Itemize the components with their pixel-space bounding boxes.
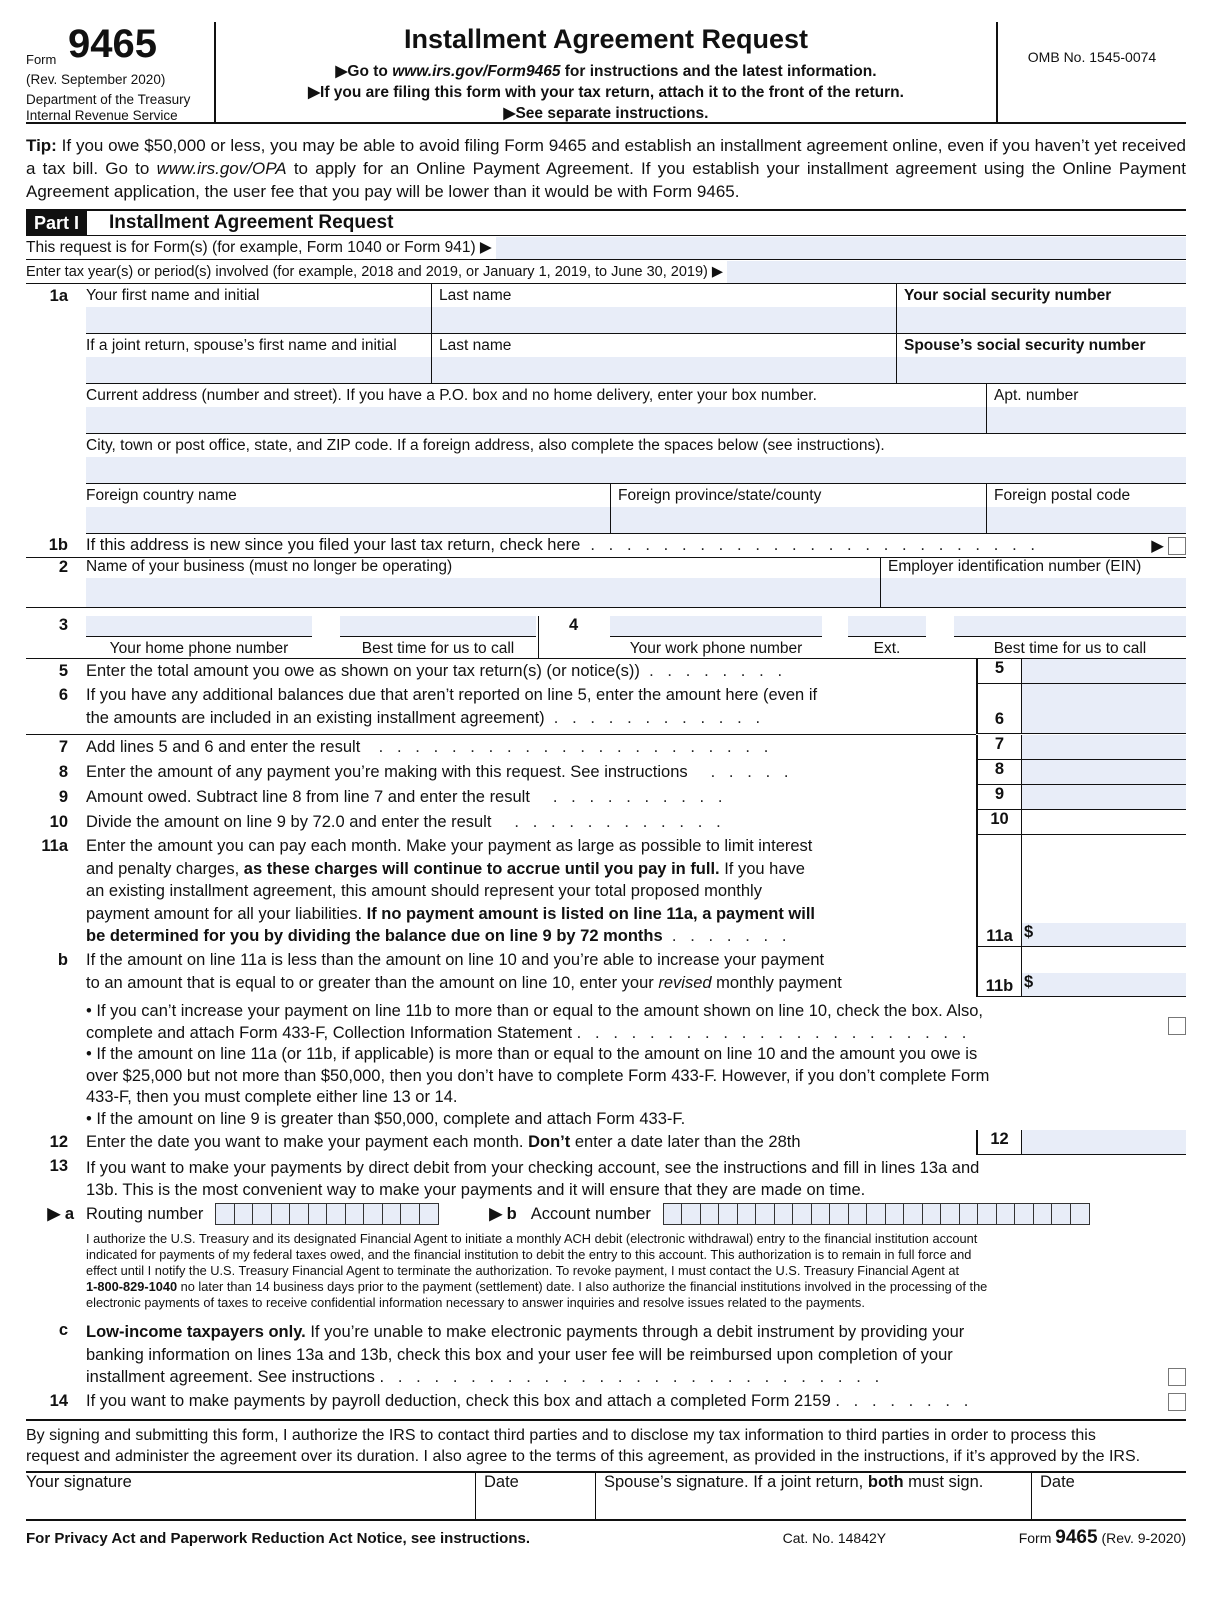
leader-dots: . . . . . (687, 763, 789, 781)
foreign-province-label: Foreign province/state/county (618, 487, 822, 504)
line-6-amount (976, 684, 1186, 734)
line-8-input[interactable] (1022, 760, 1186, 785)
line-2-row (26, 558, 1186, 608)
line-7-input[interactable] (1022, 735, 1186, 760)
line-number-blank (26, 484, 86, 534)
line-5-input[interactable] (1022, 659, 1186, 684)
cannot-increase-checkbox[interactable] (1168, 1017, 1186, 1035)
opa-link[interactable]: www.irs.gov/OPA (156, 159, 287, 178)
auth-2: indicated for payments of my federal taxes owed, and the financial institution to debit the entry to this account. This authorization is to remain in full force and (86, 1247, 972, 1262)
auth-4 (86, 1279, 1186, 1295)
line-9-amount (976, 785, 1186, 810)
line-12-text-b: Don’t (528, 1133, 571, 1151)
line-11a-t2b: as these charges will continue to accrue until you pay in full. (243, 859, 720, 878)
line-11a-text (86, 835, 976, 947)
line-13b-label: ▶ b (489, 1205, 517, 1223)
department-name: Department of the Treasury (26, 92, 191, 107)
line-6-text-1: If you have any additional balances due that aren’t reported on line 5, enter the amount here (even if (86, 686, 818, 704)
work-phone-input[interactable] (610, 616, 822, 637)
your-signature-label: Your signature (26, 1472, 132, 1491)
leader-dots: . . . . . . . . . . . . (544, 709, 761, 727)
part-title: Installment Agreement Request (109, 212, 394, 233)
line-11b-t2 (86, 972, 976, 995)
spouse-date-label: Date (1040, 1472, 1075, 1491)
line-13c-text (86, 1321, 1186, 1389)
routing-number-label: Routing number (86, 1204, 204, 1223)
amount-box-number: 11a (976, 835, 1022, 947)
spouse-signature-cell[interactable] (596, 1473, 1032, 1519)
low-income-label: Low-income taxpayers only. (86, 1323, 306, 1341)
line-7-amount (976, 735, 1186, 760)
line-10-row (26, 810, 1186, 835)
line-11a-t4b: If no payment amount is listed on line 11a, a payment will (366, 904, 815, 923)
apt-input[interactable] (987, 407, 1186, 433)
tax-years-label: Enter tax year(s) or period(s) involved (for example, 2018 and 2019, or January 1, 2019, to June 30, 2019) ▶ (26, 263, 724, 280)
home-phone-input[interactable] (86, 616, 312, 637)
service-name: Internal Revenue Service (26, 108, 178, 123)
amount-box-number: 7 (976, 735, 1022, 760)
spouse-last-cell (432, 334, 897, 383)
account-number-label: Account number (530, 1204, 651, 1223)
ext-label: Ext. (873, 640, 901, 657)
line-11a-t4 (86, 903, 970, 926)
ach-authorization (26, 1231, 1186, 1311)
tip-text-b: to apply for an Online Payment Agreement. If you establish your installment agreement using the Online Payment Agreement application, the user fee that you pay will be lower than it would be with Form 9465. (26, 159, 1186, 201)
line-6-text-2: the amounts are included in an existing installment agreement) (86, 709, 545, 727)
request-forms-row (26, 236, 1186, 260)
catalog-number: Cat. No. 14842Y (782, 1529, 887, 1546)
business-name-label: Name of your business (must no longer be operating) (86, 558, 453, 575)
line-13c-row (26, 1321, 1186, 1389)
tax-years-input[interactable] (727, 261, 1186, 283)
line-13c-3: installment agreement. See instructions . (86, 1368, 385, 1386)
leader-dots: . . . . . . . . . . . . . . . . . . . . . . (360, 738, 769, 756)
signature-row (26, 1471, 1186, 1521)
bullet-2-line-3: 433-F, then you must complete either line 13 or 14. (86, 1088, 458, 1106)
city-row (26, 434, 1186, 484)
ext-cell (848, 616, 926, 658)
request-forms-input[interactable] (496, 237, 1186, 259)
instruction-1c: for instructions and the latest information. (560, 63, 877, 80)
line-number: 1b (48, 536, 68, 554)
ssn-input[interactable] (897, 307, 1186, 333)
title-block (216, 22, 996, 122)
bullet-2-line-2: over $25,000 but not more than $50,000, then you don’t have to complete Form 433-F. However, if you don’t complete Form (86, 1066, 990, 1085)
consent-line-1: By signing and submitting this form, I authorize the IRS to contact third parties and to disclose my tax information to third parties in order to process this (26, 1426, 1096, 1444)
line-13c-1b: If you’re unable to make electronic payments through a debit instrument by providing your (305, 1323, 965, 1341)
address-row (26, 384, 1186, 434)
privacy-notice: For Privacy Act and Paperwork Reduction Act Notice, see instructions. (26, 1529, 531, 1547)
spouse-signature-label-b: both (867, 1472, 904, 1491)
line-9-row (26, 785, 1186, 810)
work-best-time-cell (954, 616, 1186, 658)
line-10-input[interactable] (1022, 810, 1186, 835)
spouse-signature-label-a: Spouse’s signature. If a joint return, (604, 1472, 868, 1491)
first-name-cell (86, 284, 432, 333)
line-8-label: Enter the amount of any payment you’re making with this request. See instructions (86, 763, 688, 781)
address-label: Current address (number and street). If you have a P.O. box and no home delivery, enter your box number. (86, 387, 817, 404)
line-5-text (86, 662, 976, 681)
auth-5: electronic payments of taxes to receive confidential information necessary to answer inquiries and resolve issues related to the payments. (86, 1295, 865, 1310)
auth-4b: no later than 14 business days prior to the payment (settlement) date. I also authorize the financial institutions involved in the processing of the (177, 1279, 988, 1294)
line-9-text (86, 788, 976, 807)
spouse-first-label: If a joint return, spouse’s first name and initial (86, 337, 397, 354)
spouse-ssn-cell (897, 334, 1186, 383)
line-11a-row (26, 835, 1186, 947)
right-triangle-icon: ▶ (335, 63, 348, 80)
line-11a-t5-row (86, 925, 970, 948)
amount-box-number: 5 (976, 659, 1022, 684)
leader-dots: . . . . . . . . . . . . (491, 813, 721, 831)
bullet-1-line-1: • If you can’t increase your payment on line 11b to more than or equal to the amount shown on line 10, check the box. Also, (86, 1002, 984, 1020)
line-13-t1: If you want to make your payments by direct debit from your checking account, see the instructions and fill in lines 13a and (86, 1159, 980, 1177)
tip-text-a: If you owe $50,000 or less, you may be able to avoid filing Form 9465 and establish an installment agreement online, even if you haven’t yet received a tax bill. Go to (26, 136, 1186, 178)
work-best-time-input[interactable] (954, 616, 1186, 637)
foreign-postal-label: Foreign postal code (994, 487, 1131, 504)
line-12-text-a: Enter the date you want to make your payment each month. (86, 1133, 529, 1151)
line-11a-field (1022, 835, 1186, 947)
consent-line-2: request and administer the agreement over its duration. I also agree to the terms of this agreement, as provided in the instructions, if it’s approved by the IRS. (26, 1447, 1141, 1465)
part-1-header (26, 209, 1186, 236)
line-8-row (26, 760, 1186, 785)
line-12-input[interactable] (1022, 1130, 1186, 1155)
auth-1: I authorize the U.S. Treasury and its designated Financial Agent to initiate a monthly ACH debit (electronic withdrawal) entry to the financial institution account (86, 1231, 978, 1246)
phone-row (26, 608, 1186, 658)
right-triangle-icon: ▶ (503, 105, 516, 122)
request-forms-label: This request is for Form(s) (for example, Form 1040 or Form 941) ▶ (26, 239, 492, 256)
line-11b-field (1022, 947, 1186, 997)
line-13a-label: ▶ a (47, 1205, 74, 1223)
line-13-text (86, 1157, 1186, 1201)
ein-label: Employer identification number (EIN) (888, 558, 1142, 575)
amount-box-number: 10 (976, 810, 1022, 835)
business-name-input[interactable] (86, 578, 880, 607)
line-6-text (86, 684, 976, 734)
form-number: 9465 (68, 22, 157, 66)
line-number-blank (26, 434, 86, 484)
line-14-row (26, 1389, 1186, 1415)
amount-box-number: 8 (976, 760, 1022, 785)
auth-phone: 1-800-829-1040 (86, 1279, 178, 1294)
address-cell (86, 384, 987, 433)
routing-number-input[interactable] (215, 1203, 439, 1225)
ein-input[interactable] (881, 578, 1186, 607)
line-12-row (26, 1130, 1186, 1155)
line-11b-t1: If the amount on line 11a is less than the amount on line 10 and you’re able to increase your payment (86, 951, 825, 969)
home-phone-cell (86, 616, 312, 658)
leader-dots: . . . . . . . . . . . . . . . . . . . . . . . . . (590, 536, 1035, 554)
line-number: 6 (58, 686, 68, 704)
line-14-label: If you want to make payments by payroll deduction, check this box and attach a completed Form 2159 . (86, 1392, 840, 1410)
amount-lines (26, 658, 1186, 997)
bullet-1-line-2-row (86, 1023, 1186, 1045)
omb-number: OMB No. 1545-0074 (996, 22, 1186, 122)
line-7-label: Add lines 5 and 6 and enter the result (86, 738, 361, 756)
line-number-blank (26, 384, 86, 434)
line-6-row (26, 684, 1186, 734)
footer-revision: (Rev. 9-2020) (1101, 1529, 1186, 1546)
form-9465 (26, 22, 1186, 1549)
line-11a-t3: an existing installment agreement, this amount should represent your total proposed monthly (86, 882, 762, 900)
line-6-input[interactable] (1022, 684, 1186, 734)
date-cell[interactable] (476, 1473, 596, 1519)
city-cell (86, 434, 1186, 484)
address-input[interactable] (86, 407, 986, 433)
department (26, 92, 190, 124)
line-number: 13 (49, 1157, 68, 1175)
line-number: 5 (58, 662, 68, 680)
apt-cell (987, 384, 1186, 433)
line-10-label: Divide the amount on line 9 by 72.0 and enter the result (86, 813, 492, 831)
line-8-amount (976, 760, 1186, 785)
line-13-t2: 13b. This is the most convenient way to make your payments and it will ensure that they are made on time. (86, 1181, 866, 1199)
foreign-province-cell (611, 484, 987, 533)
blank (1022, 835, 1186, 923)
spouse-fields (86, 334, 1186, 384)
form-word: Form (26, 52, 57, 67)
bullet-1-line-2-text (86, 1023, 1162, 1045)
foreign-country-cell (86, 484, 611, 533)
instruction-line-2 (216, 82, 996, 103)
amount-box-number: 11b (976, 947, 1022, 997)
line-number: 1a (49, 287, 68, 305)
foreign-country-input[interactable] (86, 507, 610, 533)
line-number: 3 (58, 616, 68, 634)
bullet-3: • If the amount on line 9 is greater than $50,000, complete and attach Form 433-F. (86, 1109, 686, 1128)
foreign-province-input[interactable] (611, 507, 986, 533)
business-name-cell (86, 558, 881, 607)
line-13c-2: banking information on lines 13a and 13b, check this box and your user fee will be reimbursed upon completion of your (86, 1345, 953, 1364)
line-10-amount (976, 810, 1186, 835)
form-revision: (Rev. September 2020) (26, 72, 166, 87)
line-11a-t4a: payment amount for all your liabilities. (86, 904, 367, 923)
line-number: 7 (58, 738, 68, 756)
form-id-block (26, 22, 216, 122)
line-number: b (57, 951, 68, 969)
line-11a-amount (976, 835, 1186, 947)
footer-form-number: 9465 (1055, 1526, 1098, 1548)
line-number-blank (26, 334, 86, 384)
line-9-label: Amount owed. Subtract line 8 from line 7 and enter the result (86, 788, 530, 806)
line-12-text (86, 1133, 976, 1152)
footer-form-id (1019, 1527, 1186, 1549)
line-12-text-c: enter a date later than the 28th (570, 1133, 801, 1151)
last-name-cell (432, 284, 897, 333)
spouse-last-input[interactable] (432, 357, 896, 383)
leader-dots: . . . . . . . . . . (529, 788, 723, 806)
home-best-time-label: Best time for us to call (361, 640, 515, 657)
line-1b-text: If this address is new since you filed your last tax return, check here (86, 536, 581, 554)
form-title: Installment Agreement Request (403, 24, 809, 54)
line-11a-t2a: and penalty charges, (86, 859, 244, 878)
spouse-date-cell[interactable] (1032, 1473, 1186, 1519)
line-number: 12 (49, 1133, 68, 1151)
ein-cell (881, 558, 1186, 607)
work-phone-cell (610, 616, 822, 658)
line-13c-label: c (58, 1321, 68, 1339)
right-triangle-icon: ▶ (1151, 536, 1164, 555)
line-number: 9 (58, 788, 68, 806)
leader-dots: . . . . . . . (662, 927, 787, 945)
consent-block (26, 1419, 1186, 1467)
amount-box-number: 12 (976, 1130, 1022, 1155)
part-label: Part I (26, 211, 87, 236)
spouse-first-cell (86, 334, 432, 383)
home-best-time-cell (340, 616, 536, 658)
foreign-row (26, 484, 1186, 534)
line-number: 10 (49, 813, 68, 831)
line-1b-row (26, 534, 1186, 558)
amount-box-number: 6 (976, 684, 1022, 734)
right-triangle-icon: ▶ (308, 84, 321, 101)
line-1a-row (26, 284, 1186, 334)
line-9-input[interactable] (1022, 785, 1186, 810)
bullets-block (26, 1001, 1186, 1130)
date-label: Date (484, 1472, 519, 1491)
line-11b-amount (976, 947, 1186, 997)
line-number: 14 (49, 1392, 68, 1410)
line-6-text-2-row (86, 707, 976, 730)
instruction-url[interactable]: www.irs.gov/Form9465 (392, 63, 561, 80)
auth-3: effect until I notify the U.S. Treasury Financial Agent to terminate the authorization. To revoke payment, I must contact the U.S. Treasury Financial Agent at (86, 1263, 960, 1278)
line-11b-text (86, 947, 976, 997)
address-fields (86, 384, 1186, 434)
line-11a-t2 (86, 858, 970, 881)
line-10-text (86, 813, 976, 832)
name-fields (86, 284, 1186, 334)
last-name-input[interactable] (432, 307, 896, 333)
spouse-ssn-input[interactable] (897, 357, 1186, 383)
line-7-row (26, 735, 1186, 760)
instruction-line-3 (216, 103, 996, 124)
blank (1022, 947, 1186, 973)
bullet-2-line-1: • If the amount on line 11a (or 11b, if applicable) is more than or equal to the amount on line 10 and the amount you owe is (86, 1045, 978, 1063)
line-11b-t2a: to an amount that is equal to or greater than the amount on line 10, enter your (86, 974, 659, 992)
instruction-3: See separate instructions. (515, 105, 709, 122)
line-12-amount (976, 1130, 1186, 1155)
home-phone-label: Your home phone number (109, 640, 289, 657)
line-13ab-row (26, 1201, 1186, 1227)
line-8-text (86, 763, 976, 782)
payroll-deduction-checkbox[interactable] (1168, 1393, 1186, 1411)
bullet-1-line-2: complete and attach Form 433-F, Collection Information Statement . (86, 1023, 582, 1042)
leader-dots: . . . . . . . (839, 1392, 969, 1410)
line-13c-1 (86, 1321, 1186, 1344)
line-7-text (86, 738, 976, 757)
amount-box-number: 9 (976, 785, 1022, 810)
first-name-label: Your first name and initial (86, 287, 260, 304)
tip-paragraph (26, 134, 1186, 203)
city-label: City, town or post office, state, and ZIP code. If a foreign address, also complete the spaces below (see instructions). (86, 437, 885, 454)
last-name-label: Last name (439, 287, 512, 304)
line-number: 8 (58, 763, 68, 781)
apt-label: Apt. number (994, 387, 1079, 404)
footer (26, 1527, 1186, 1549)
ext-input[interactable] (848, 616, 926, 637)
spouse-ssn-label: Spouse’s social security number (904, 337, 1146, 354)
line-5-row (26, 659, 1186, 684)
form-header (26, 22, 1186, 124)
spouse-first-input[interactable] (86, 357, 431, 383)
your-signature-cell[interactable] (26, 1473, 476, 1519)
work-phone-label: Your work phone number (629, 640, 803, 657)
first-name-input[interactable] (86, 307, 431, 333)
foreign-postal-cell (987, 484, 1186, 533)
line-5-label: Enter the total amount you owe as shown on your tax return(s) (or notice(s)) (86, 662, 640, 680)
line-11b-row (26, 947, 1186, 997)
line-5-amount (976, 659, 1186, 684)
instruction-2: If you are filing this form with your tax return, attach it to the front of the return. (320, 84, 904, 101)
foreign-postal-input[interactable] (987, 507, 1186, 533)
city-input[interactable] (86, 457, 1186, 483)
foreign-country-label: Foreign country name (86, 487, 237, 504)
spouse-signature-label-c: must sign. (903, 1472, 984, 1491)
foreign-fields (86, 484, 1186, 534)
home-best-time-input[interactable] (340, 616, 536, 637)
low-income-checkbox[interactable] (1168, 1368, 1186, 1386)
leader-dots: . . . . . . . . (639, 662, 783, 680)
line-11b-t2c: monthly payment (711, 974, 842, 992)
instruction-line-1 (216, 61, 996, 82)
instruction-1a: Go to (347, 63, 393, 80)
ssn-label: Your social security number (904, 287, 1112, 304)
spouse-row (26, 334, 1186, 384)
line-11b-t2b: revised (658, 974, 712, 992)
line-13-row (26, 1157, 1186, 1201)
tip-label: Tip: (26, 136, 57, 155)
tax-years-row (26, 260, 1186, 284)
address-new-checkbox[interactable] (1168, 537, 1186, 555)
line-11a-t2c: If you have (719, 859, 805, 878)
line-number: 4 (538, 616, 610, 658)
line-number: 11a (41, 837, 68, 855)
leader-dots: . . . . . . . . . . . . . . . . . . . . . . . . . . . (384, 1368, 880, 1386)
line-13c-3-text (86, 1366, 1162, 1389)
line-11b-input[interactable]: $ (1022, 973, 1186, 997)
work-best-time-label: Best time for us to call (993, 640, 1147, 657)
line-number: 2 (58, 558, 68, 576)
line-14-text (86, 1392, 1162, 1411)
line-13c-3-row (86, 1366, 1186, 1389)
account-number-input[interactable] (663, 1203, 1091, 1225)
spouse-last-label: Last name (439, 337, 512, 354)
line-11a-t5: be determined for you by dividing the balance due on line 9 by 72 months (86, 927, 663, 945)
line-11a-t1: Enter the amount you can pay each month. Make your payment as large as possible to limit interest (86, 837, 813, 855)
footer-form-word: Form (1018, 1529, 1052, 1546)
leader-dots: . . . . . . . . . . . . . . . . . . . . . (581, 1023, 967, 1042)
line-11a-input[interactable]: $ (1022, 923, 1186, 947)
ssn-cell (897, 284, 1186, 333)
